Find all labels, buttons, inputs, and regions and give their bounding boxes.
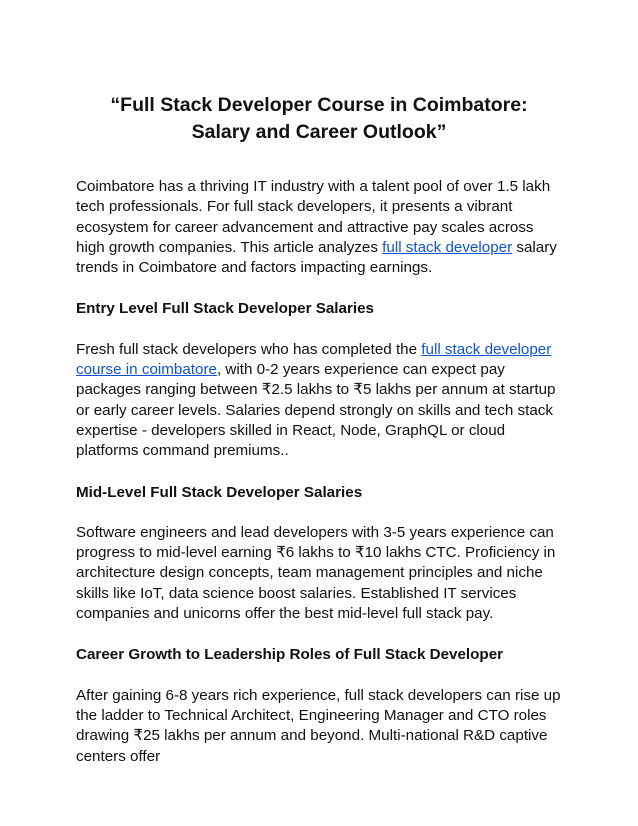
intro-text-after: salary trends in Coimbatore and factors impacting earnings. bbox=[76, 238, 557, 277]
intro-text-before: Coimbatore has a thriving IT industry with a talent pool of over 1.5 lakh tech professionals. For full stack developers, it presents a vibrant ecosystem for career advancement and attractive pay scales across high growth companies. This article analyzes bbox=[76, 178, 551, 256]
entry-text-after: , with 0-2 years experience can expect pay packages ranging between ₹2.5 lakhs to ₹5 lakhs per annum at startup or early career levels. Salaries depend strongly on skills and tech stack expertise - developers skilled in React, Node, GraphQL or cloud platforms command premiums.. bbox=[76, 361, 556, 460]
intro-paragraph bbox=[76, 177, 562, 278]
leadership-paragraph: After gaining 6-8 years rich experience, full stack developers can rise up the ladder to Technical Architect, Engineering Manager and CTO roles drawing ₹25 lakhs per annum and beyond. Multi-national R&D captive centers offer bbox=[76, 686, 561, 765]
course-in-coimbatore-link[interactable]: full stack developer course in coimbatore bbox=[76, 340, 552, 379]
document-title: “Full Stack Developer Course in Coimbatore: Salary and Career Outlook” bbox=[110, 94, 528, 143]
section-heading-mid-level: Mid-Level Full Stack Developer Salaries bbox=[76, 483, 363, 501]
entry-text-before: Fresh full stack developers who has completed the bbox=[76, 340, 422, 358]
mid-level-paragraph: Software engineers and lead developers with 3-5 years experience can progress to mid-level earning ₹6 lakhs to ₹10 lakhs CTC. Proficiency in architecture design concepts, team management principles and niche skills like IoT, data science boost salaries. Established IT services companies and unicorns offer the best mid-level full stack pay. bbox=[76, 523, 556, 623]
section-heading-entry-level: Entry Level Full Stack Developer Salaries bbox=[76, 300, 374, 318]
section-heading-leadership: Career Growth to Leadership Roles of Full Stack Developer bbox=[76, 646, 504, 664]
full-stack-developer-link[interactable]: full stack developer bbox=[382, 238, 513, 256]
entry-level-paragraph bbox=[76, 340, 562, 462]
